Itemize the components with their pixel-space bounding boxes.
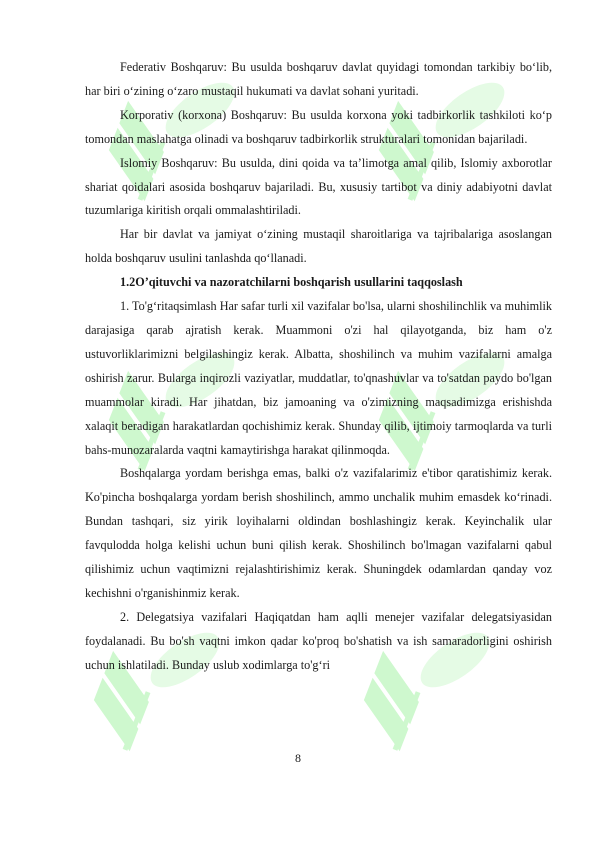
paragraph-delegatsiya: 2. Delegatsiya vazifalari Haqiqatdan ham aqlli menejer vazifalar delegatsiyasidan foydalanadi. Bu bo'sh vaqtni imkon qadar ko'proq bo'shatish va ish samaradorligini oshirish uchun ishlatiladi. Bunday uslub xodimlarga to'g‘ri [85,609,552,672]
paragraph-boshqalarga-yordam: Boshqalarga yordam berishga emas, balki o'z vazifalarimiz e'tibor qaratishimiz kerak. Ko'pincha boshqalarga yordam berish shoshilinch, ammo unchalik muhim emasdek ko‘rinadi. Bundan tashqari, siz yirik loyihalarni oldindan boshlashingiz kerak. Keyinchalik ular favqulodda holga kelishi uchun buni qilish kerak. Shoshilinch bo'lmagan vazifalarni qabul qilishimiz uchun vaqtimizni rejalashtirishimiz kerak. Shuningdek odamlardan qanday voz kechishni o'rganishinmiz kerak. [85,466,552,600]
paragraph-korporativ: Korporativ (korxona) Boshqaruv: Bu usulda korxona yoki tadbirkorlik tashkiloti ko‘p tomondan maslahatga olinadi va boshqaruv tadbirkorlik strukturalari tomonidan bajariladi. [85,107,552,146]
section-heading: 1.2O’qituvchi va nazoratchilarni boshqarish usullarini taqqoslash [120,275,463,290]
page-body [85,56,552,678]
paragraph-har-bir-davlat: Har bir davlat va jamiyat o‘zining mustaqil sharoitlariga va tajribalariga asoslangan holda boshqaruv usulini tanlashda qo‘llanadi. [85,227,552,266]
paragraph-togri-taqsimlash: 1. To'g‘ritaqsimlash Har safar turli xil vazifalar bo'lsa, ularni shoshilinchlik va muhimlik darajasiga qarab ajratish kerak. Muammoni o'zi hal qilayotganda, biz ham o'z ustuvorliklarimizni belgilashingiz kerak. Albatta, shoshilinch va muhim vazifalarni amalga oshirish zarur. Bularga inqirozli vaziyatlar, muddatlar, to'qnashuvlar va to'satdan paydo bo'lgan muammolar kiradi. Har jihatdan, biz jamoaning va o'zimizning maqsadimizga erishishda xalaqit beradigan harakatlardan qochishimiz kerak. Shunday qilib, ijtimoiy tarmoqlarda va turli bahs-munozaralarda vaqtni kamaytirishga harakat qilinmoqda. [85,299,552,457]
paragraph-federativ: Federativ Boshqaruv: Bu usulda boshqaruv davlat quyidagi tomondan tarkibiy bo‘lib, har biri o‘zining o‘zaro mustaqil hukumati va davlat sohani yuritadi. [85,60,552,98]
page-number: 8 [295,751,301,765]
paragraph-islomiy: Islomiy Boshqaruv: Bu usulda, dini qoida va ta’limotga amal qilib, Islomiy axborotlar shariat qoidalari asosida boshqaruv bajariladi. Bu, xususiy tartibot va diniy adabiyotni davlat tuzumlariga kiritish orqali ommalashtiriladi. [85,155,552,218]
